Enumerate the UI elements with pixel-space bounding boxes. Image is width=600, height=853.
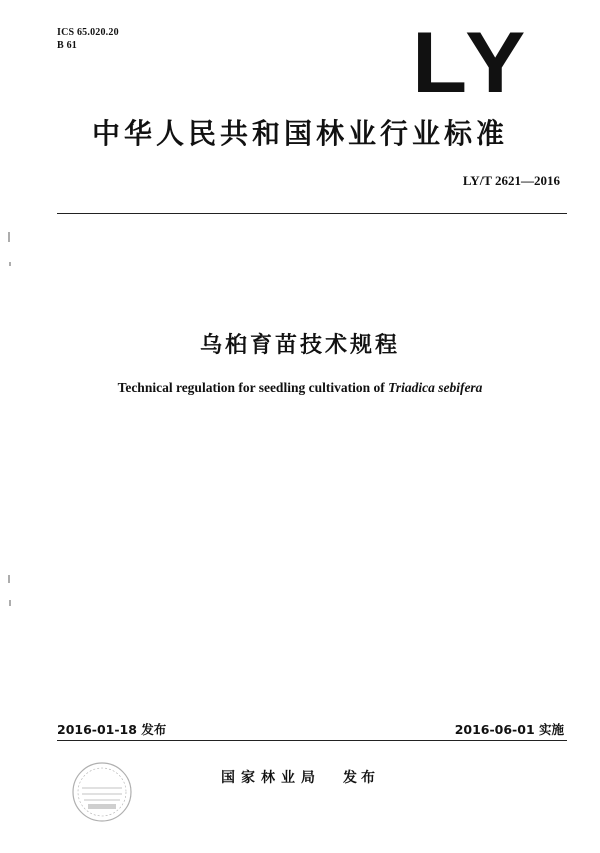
- implementation-date: 2016-06-01 实施: [454, 722, 564, 737]
- publisher-action: 发布: [343, 770, 379, 786]
- top-divider: [57, 213, 567, 214]
- document-title-zh: 乌桕育苗技术规程: [199, 333, 400, 358]
- document-title-en-species: Triadica sebifera: [388, 380, 483, 395]
- document-title-en-prefix: Technical regulation for seedling cultivation of: [117, 380, 389, 395]
- library-stamp-icon: [70, 760, 134, 824]
- scan-mark: [9, 262, 11, 266]
- bottom-divider: [57, 740, 567, 741]
- scan-mark: [9, 600, 11, 606]
- standard-category-title: 中华人民共和国林业行业标准: [91, 117, 508, 150]
- scan-mark: [8, 232, 10, 242]
- ccs-code: B 61: [57, 40, 77, 51]
- publisher-org: 国家林业局: [221, 770, 321, 786]
- issue-date: 2016-01-18 发布: [57, 722, 167, 737]
- scan-mark: [8, 575, 10, 583]
- document-title-en: [0, 380, 600, 396]
- standard-number: LY/T 2621—2016: [462, 173, 560, 188]
- ics-code: ICS 65.020.20: [57, 27, 119, 38]
- ly-logo: LY: [412, 15, 532, 111]
